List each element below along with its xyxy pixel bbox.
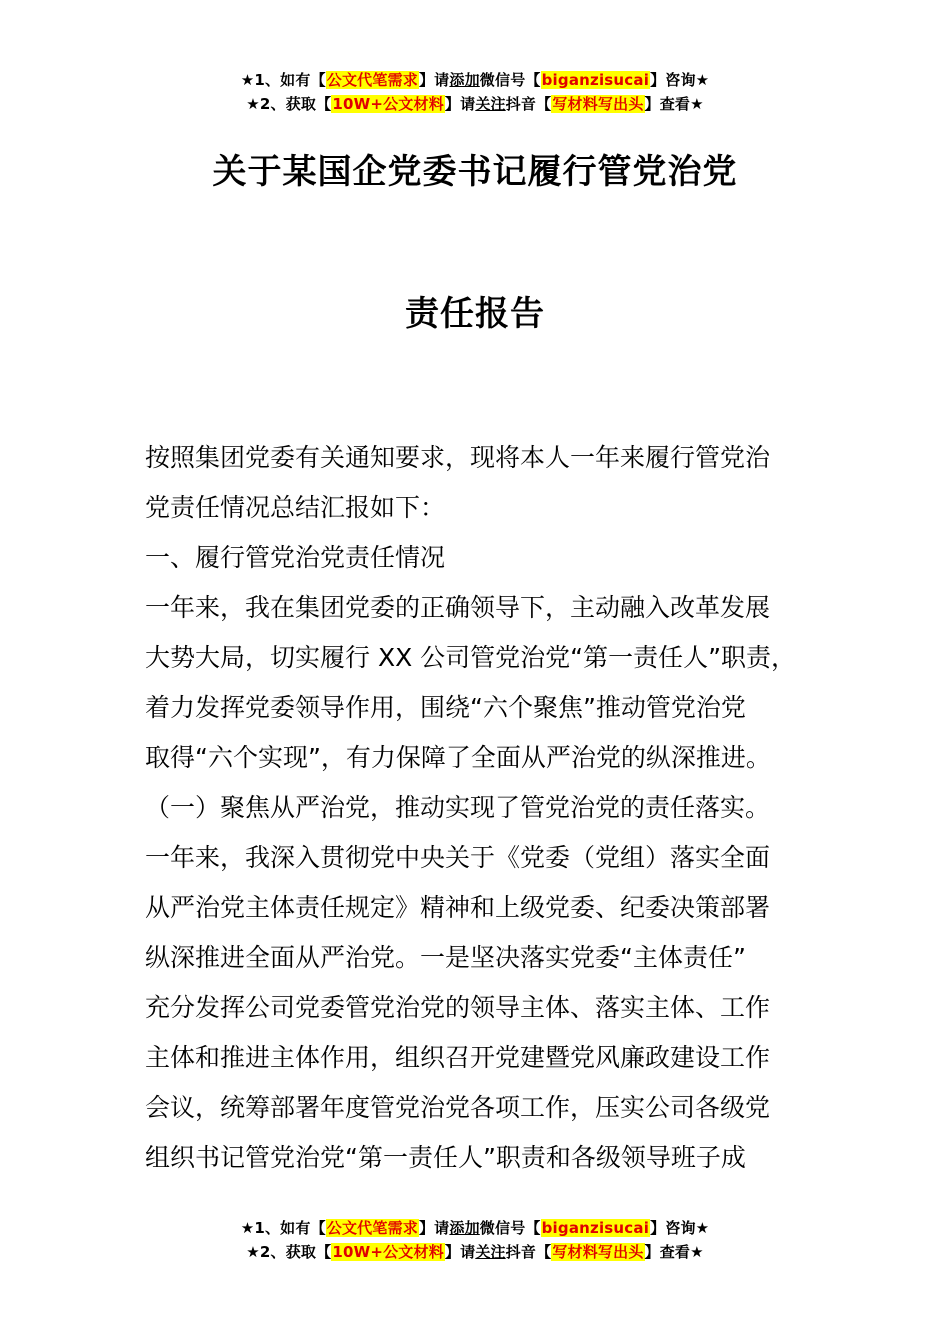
- body-line: 组织书记管党治党“第一责任人”职责和各级领导班子成: [145, 1143, 746, 1172]
- footer-banner: [0, 1216, 950, 1264]
- document-title-line-2: 责任报告: [405, 294, 545, 334]
- banner-line-1: ★1、如有【公文代笔需求】请添加微信号【biganzisucai】咨询★: [240, 71, 710, 89]
- banner-line-2: ★2、获取【10W+公文材料】请关注抖音【写材料写出头】查看★: [246, 95, 704, 113]
- body-line: 主体和推进主体作用，组织召开党建暨党风廉政建设工作: [145, 1043, 771, 1072]
- body-line: 充分发挥公司党委管党治党的领导主体、落实主体、工作: [145, 993, 771, 1022]
- body-line: 按照集团党委有关通知要求，现将本人一年来履行管党治: [145, 443, 771, 472]
- body-line: 纵深推进全面从严治党。一是坚决落实党委“主体责任”: [145, 943, 746, 972]
- header-banner: [0, 68, 950, 116]
- banner-line-1: ★1、如有【公文代笔需求】请添加微信号【biganzisucai】咨询★: [240, 1219, 710, 1237]
- highlight-wechat-id: biganzisucai: [541, 1219, 650, 1237]
- section-heading: 一、履行管党治党责任情况: [145, 543, 446, 572]
- highlight-service: 公文代笔需求: [326, 71, 418, 89]
- banner-line-2: ★2、获取【10W+公文材料】请关注抖音【写材料写出头】查看★: [246, 1243, 704, 1261]
- body-line: 大势大局，切实履行 XX 公司管党治党“第一责任人”职责，: [145, 643, 797, 672]
- body-line: 会议，统筹部署年度管党治党各项工作，压实公司各级党: [145, 1093, 771, 1122]
- highlight-materials: 10W+公文材料: [332, 95, 444, 113]
- highlight-service: 公文代笔需求: [326, 1219, 418, 1237]
- body-line: 从严治党主体责任规定》精神和上级党委、纪委决策部署: [145, 893, 771, 922]
- document-body: [145, 433, 835, 1183]
- body-line: 一年来，我深入贯彻党中央关于《党委（党组）落实全面: [145, 843, 771, 872]
- document-title-line-1: 关于某国企党委书记履行管党治党: [212, 152, 738, 192]
- highlight-douyin-account: 写材料写出头: [552, 95, 644, 113]
- body-line: 一年来，我在集团党委的正确领导下，主动融入改革发展: [145, 593, 771, 622]
- subsection-heading: （一）聚焦从严治党，推动实现了管党治党的责任落实。: [145, 793, 771, 822]
- body-line: 着力发挥党委领导作用，围绕“六个聚焦”推动管党治党: [145, 693, 746, 722]
- body-line: 取得“六个实现”，有力保障了全面从严治党的纵深推进。: [145, 743, 771, 772]
- body-line: 党责任情况总结汇报如下：: [145, 493, 446, 522]
- highlight-wechat-id: biganzisucai: [541, 71, 650, 89]
- highlight-materials: 10W+公文材料: [332, 1243, 444, 1261]
- highlight-douyin-account: 写材料写出头: [552, 1243, 644, 1261]
